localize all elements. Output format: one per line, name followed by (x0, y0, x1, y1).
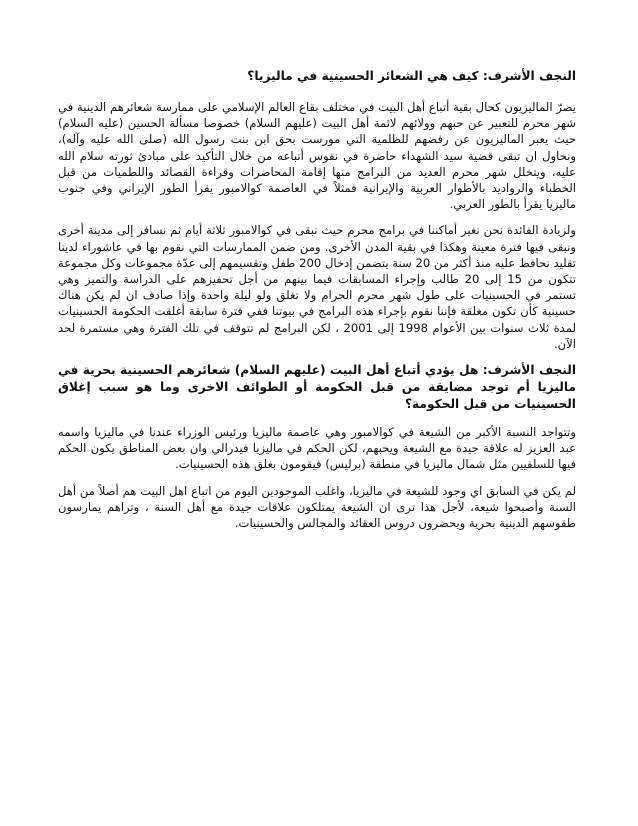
section-heading-shiite-rituals: النجف الأشرف: كيف هي الشعائر الحسينية في ماليزيا؟ (247, 69, 576, 83)
paragraph-muharram-programs: ولزيادة الفائدة نحن نغير أماكننا في برامج محرم حيث نبقى في كوالامبور ثلاثة أيام ثم نسافر إلى مدينة أخرى ونبقى فيها فترة معينة وهكذا في بقية المدن الأخرى. ومن ضمن الممارسات التي نقوم بها في عاشوراء لدينا تقليد نحافظ عليه منذ أكثر من 20 سنة يتضمن إدخال 200 طفل وتقسيمهم إلى عدّة مجموعات وكل مجموعة تتكون من 15 إلى 20 طالب وإجراء المسابقات فيما بينهم من أجل تحفيزهم على الدراسة والتميز وهي تستمر في الحسينيات على طول شهر محرم الحرام ولا تغلق ولو ليلة واحدة وإذا صادف ان لم يكن هناك حسينية كأن تكون مغلقة فإننا نقوم بإجراء هذه البرامج في بيوتنا ففي فترة سابقة أغلقت الحكومة الحسينيات لمدة ثلاث سنوات بين الأعوام 1998 إلى 2001 ، لكن البرامج لم تتوقف في تلك الفترة وهي مستمرة لحد الآن. (58, 223, 576, 351)
section-heading-freedom-question: النجف الأشرف: هل يؤدي أتباع أهل البيت (عليهم السلام) شعائرهم الحسينية بحرية في ماليزيا أم توجد مضايقة من قبل الحكومة أو الطوائف الاخرى وما هو سبب إغلاق الحسينيات من قبل الحكومة؟ (58, 363, 576, 412)
paragraph-shia-history: لم يكن في السابق اي وجود للشيعة في ماليزيا، واغلب الموجودين اليوم من اتباع اهل البيت هم أصلاً من أهل السنة وأصبحوا شيعة، لأجل هذا ترى ان الشيعة يمتلكون علاقات جيدة مع أهل السنة ، وتراهم يمارسون طقوسهم الدينية بحرية ويحضرون دروس العقائد والمجالس والحسينيات. (58, 483, 576, 531)
paragraph-rituals-overview: يصرّ الماليزيون كحال بقية أتباع أهل البيت في مختلف بقاع العالم الإسلامي على ممارسة شعائرهم الدينية في شهر محرم للتعبير عن حبهم وولائهم لائمة أهل البيت (عليهم السلام) خصوصا مسألة الحسين (عليه السلام) حيث يعبر الماليزيون عن رفضهم للظلمية التي مورست بحق ابن بنت رسول الله (صلى الله عليه وآله)، ونحاول ان تبقى قضية سيد الشهداء حاضرة في نفوس أتباعه من خلال التأكيد على مبادئ ثورته سلام الله عليه، ويتخلل شهر محرم العديد من البرامج منها إقامة المحاضرات وقراءة القصائد واللطميات من قبل الخطباء والرواديد بالأطوار العربية والإيرانية فمثلاً في العاصمة كوالامبور يقرأ الطور الإيراني وفي جنوب ماليزيا يقرأ بالطور العربي. (58, 100, 576, 212)
paragraph-government-relations: وتتواجد النسبة الأكبر من الشيعة في كوالامبور وهي عاصمة ماليزيا ورئيس الوزراء عندنا في ماليزيا واسمه عبد العزيز له علاقة جيدة مع الشيعة ويحبهم، لكن الحكم في ماليزيا فيدرالي وان بعض المناطق يكون الحكم فيها للسلفيين مثل شمال ماليزيا في منطقة (برليس) فيقومون بغلق هذه الحسينيات. (58, 425, 576, 472)
